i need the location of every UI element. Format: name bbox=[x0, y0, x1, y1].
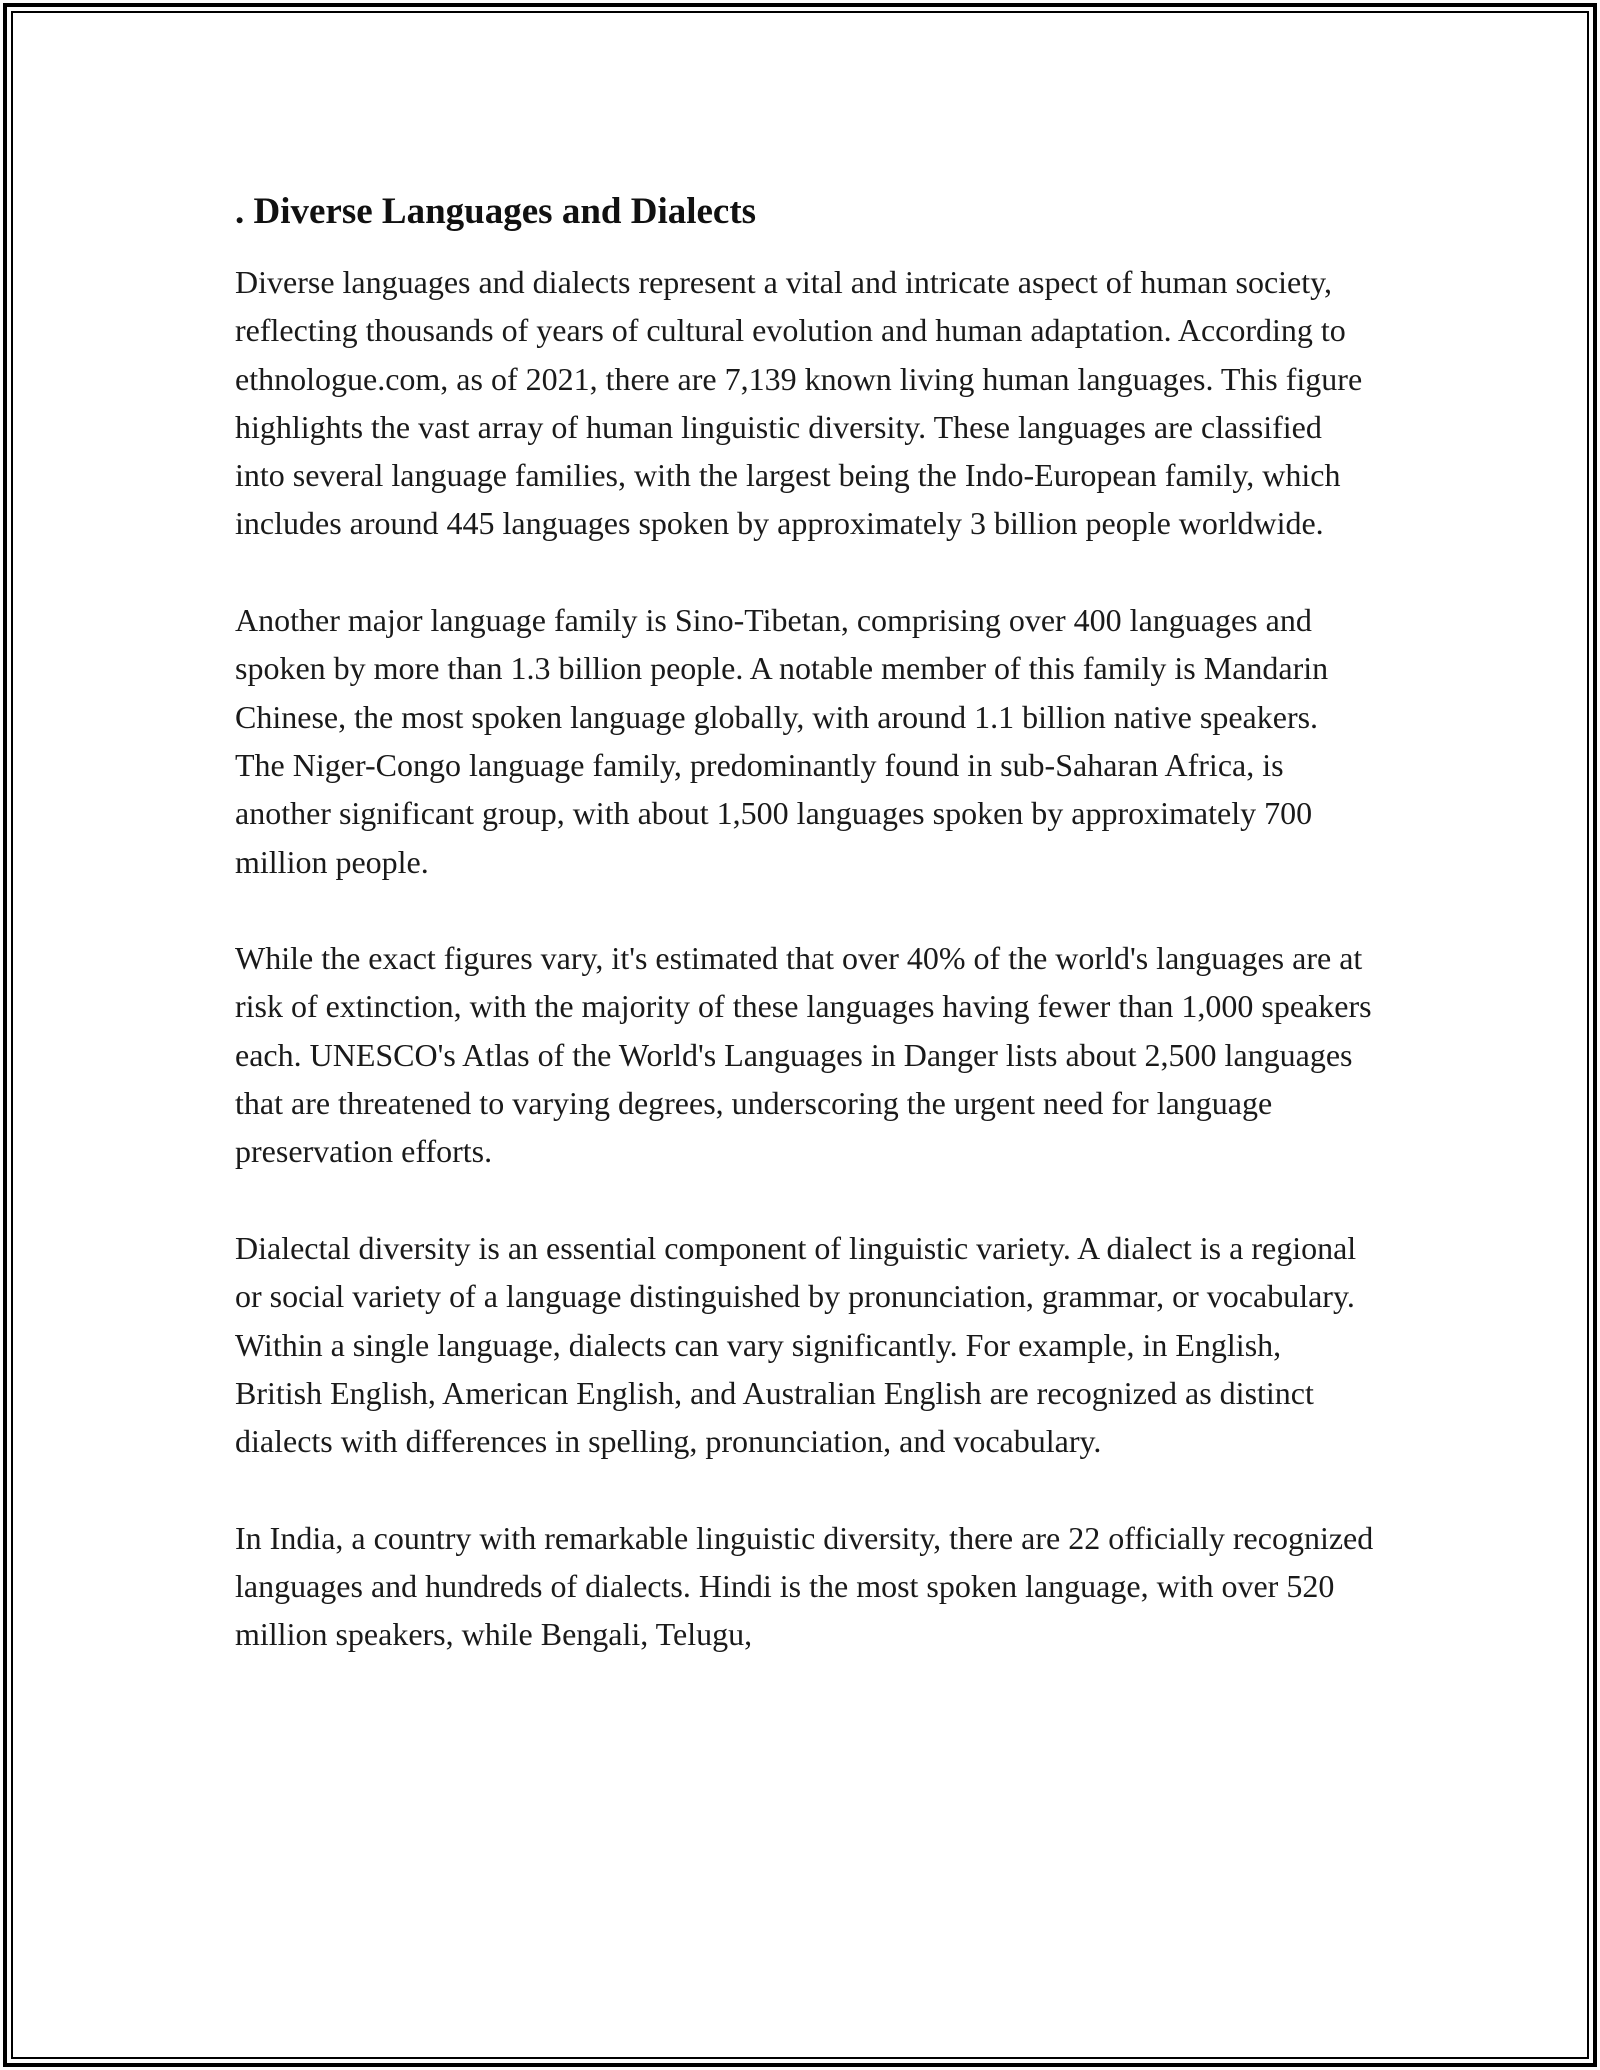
paragraph-dialectal-diversity: Dialectal diversity is an essential component of linguistic variety. A dialect is a regional or social variety of a language distinguished by pronunciation, grammar, or vocabulary. Within a single language, dialects can vary significantly. For example, in English, British English, American English, and Australian English are recognized as distinct dialects with differences in spelling, pronunciation, and vocabulary. bbox=[235, 1229, 1357, 1460]
paragraph-intro: Diverse languages and dialects represent a vital and intricate aspect of human society, reflecting thousands of years of cultural evolution and human adaptation. According to ethnologue.com, as of 2021, there are 7,139 known living human languages. This figure highlights the vast array of human linguistic diversity. These languages are classified into several language families, with the largest being the Indo-European family, which includes around 445 languages spoken by approximately 3 billion people worldwide. bbox=[235, 264, 1363, 542]
paragraph-language-families: Another major language family is Sino-Tibetan, comprising over 400 languages and spoken by more than 1.3 billion people. A notable member of this family is Mandarin Chinese, the most spoken language globally, with around 1.1 billion native speakers. The Niger-Congo language family, predominantly found in sub-Saharan Africa, is another significant group, with about 1,500 languages spoken by approximately 700 million people. bbox=[235, 602, 1329, 880]
paragraph-india: In India, a country with remarkable linguistic diversity, there are 22 officially recognized languages and hundreds of dialects. Hindi is the most spoken language, with over 520 million speakers, while Bengali, Telugu, bbox=[235, 1519, 1374, 1653]
paragraph-endangered-languages: While the exact figures vary, it's estimated that over 40% of the world's languages are at risk of extinction, with the majority of these languages having fewer than 1,000 speakers each. UNESCO's Atlas of the World's Languages in Danger lists about 2,500 languages that are threatened to varying degrees, underscoring the urgent need for language preservation efforts. bbox=[235, 940, 1372, 1170]
document-body bbox=[235, 188, 1375, 1707]
page-title: . Diverse Languages and Dialects bbox=[235, 191, 757, 232]
